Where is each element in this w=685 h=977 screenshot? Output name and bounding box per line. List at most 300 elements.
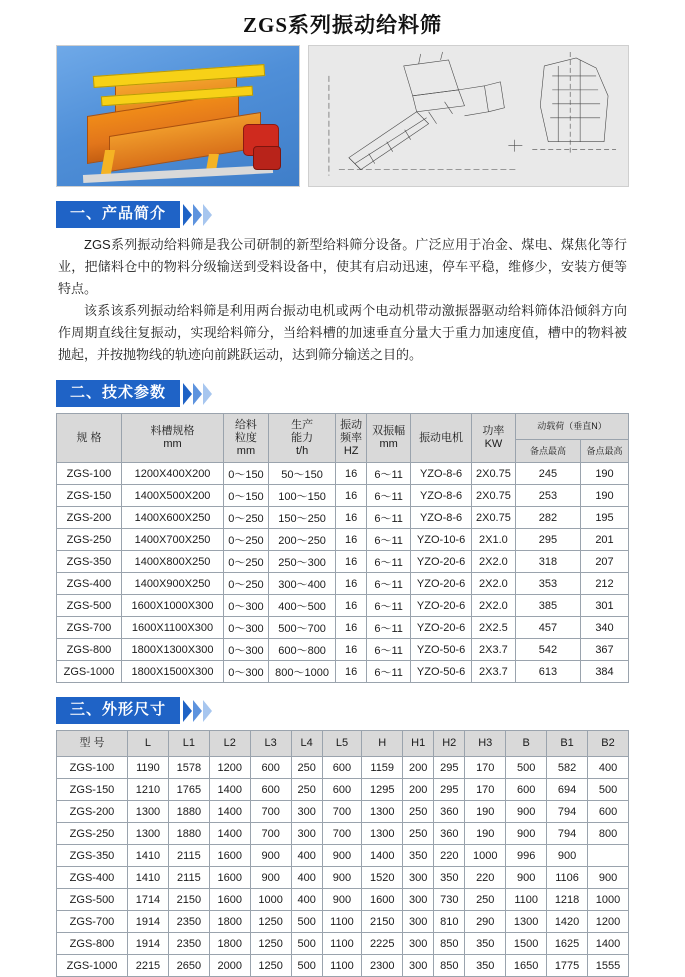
tech-col-header: 料槽规格 mm — [122, 414, 224, 463]
table-cell: YZO-20-6 — [411, 617, 472, 639]
table-row — [57, 823, 629, 845]
table-row — [57, 845, 629, 867]
table-cell: 100～150 — [268, 485, 335, 507]
table-cell: 1250 — [250, 911, 291, 933]
table-cell: 360 — [434, 801, 465, 823]
table-cell: 0～250 — [224, 573, 269, 595]
table-row — [57, 463, 629, 485]
table-cell: 1800 — [209, 933, 250, 955]
table-cell: 1100 — [506, 889, 547, 911]
table-cell: 1410 — [128, 867, 169, 889]
table-cell: YZO-8-6 — [411, 507, 472, 529]
table-cell: 170 — [465, 779, 506, 801]
table-cell: ZGS-400 — [57, 867, 128, 889]
table-cell: 900 — [322, 867, 362, 889]
table-cell: 1400X600X250 — [122, 507, 224, 529]
table-cell: 190 — [580, 485, 628, 507]
table-cell: 457 — [515, 617, 580, 639]
table-cell: 1600X1100X300 — [122, 617, 224, 639]
table-row — [57, 661, 629, 683]
table-cell: 900 — [588, 867, 629, 889]
table-cell: 400 — [291, 867, 322, 889]
dim-table-head — [57, 731, 629, 757]
tech-col-subheader: 备点最高 — [515, 440, 580, 463]
table-cell: ZGS-350 — [57, 845, 128, 867]
table-cell: 350 — [403, 845, 434, 867]
dim-col-header: B — [506, 731, 547, 757]
intro-text — [58, 234, 627, 366]
table-cell: 1600 — [209, 845, 250, 867]
table-cell: YZO-50-6 — [411, 639, 472, 661]
blueprint-drawing — [308, 45, 629, 187]
table-cell: 300 — [403, 911, 434, 933]
table-cell: 301 — [580, 595, 628, 617]
table-cell: 1218 — [547, 889, 588, 911]
table-cell: 220 — [465, 867, 506, 889]
dim-col-header: L5 — [322, 731, 362, 757]
table-cell: ZGS-100 — [57, 463, 122, 485]
tech-col-header: 生产 能力 t/h — [268, 414, 335, 463]
table-cell: 700 — [322, 823, 362, 845]
table-cell: 250 — [465, 889, 506, 911]
table-cell: 996 — [506, 845, 547, 867]
table-cell: YZO-20-6 — [411, 595, 472, 617]
table-cell: 2225 — [362, 933, 403, 955]
dimensions-table — [56, 730, 629, 977]
table-cell: 16 — [336, 551, 367, 573]
table-cell: 190 — [465, 823, 506, 845]
dim-col-header: B2 — [588, 731, 629, 757]
table-cell: 1000 — [465, 845, 506, 867]
table-cell: 0～300 — [224, 595, 269, 617]
table-cell: 500 — [291, 955, 322, 977]
table-cell: 220 — [434, 845, 465, 867]
table-cell: 1400X800X250 — [122, 551, 224, 573]
chevron-right-icon — [182, 383, 212, 405]
table-row — [57, 617, 629, 639]
table-cell: 2X0.75 — [471, 485, 515, 507]
table-row — [57, 573, 629, 595]
table-cell: 1400 — [209, 779, 250, 801]
table-cell: 190 — [580, 463, 628, 485]
table-row — [57, 955, 629, 977]
table-cell: 1800 — [209, 911, 250, 933]
table-cell: 1106 — [547, 867, 588, 889]
table-cell: ZGS-700 — [57, 617, 122, 639]
table-cell: 582 — [547, 757, 588, 779]
table-cell: 16 — [336, 485, 367, 507]
table-cell: 2350 — [168, 911, 209, 933]
table-cell: 350 — [465, 933, 506, 955]
table-row — [57, 595, 629, 617]
table-cell: 2150 — [168, 889, 209, 911]
table-cell: 1420 — [547, 911, 588, 933]
table-cell: 600 — [250, 757, 291, 779]
dim-table-header-row — [57, 731, 629, 757]
dim-col-header: H2 — [434, 731, 465, 757]
dim-col-header: H1 — [403, 731, 434, 757]
table-cell: 250 — [291, 779, 322, 801]
table-cell: 800 — [588, 823, 629, 845]
table-cell: 1159 — [362, 757, 403, 779]
table-cell: 290 — [465, 911, 506, 933]
table-cell: 212 — [580, 573, 628, 595]
section-heading-intro — [56, 201, 685, 228]
tech-col-header: 振动电机 — [411, 414, 472, 463]
table-row — [57, 933, 629, 955]
table-cell: 200 — [403, 779, 434, 801]
table-cell: 170 — [465, 757, 506, 779]
intro-paragraph-1: ZGS系列振动给料筛是我公司研制的新型给料筛分设备。广泛应用于冶金、煤电、煤焦化等行业，把储料仓中的物料分级输送到受料设备中，使其有启动迅速，停车平稳，维修少，安装方便等特点。 — [58, 237, 627, 296]
table-cell: 295 — [434, 757, 465, 779]
table-row — [57, 551, 629, 573]
table-cell: 16 — [336, 463, 367, 485]
table-cell: 1500 — [506, 933, 547, 955]
table-cell: 1250 — [250, 933, 291, 955]
table-cell: 1200 — [209, 757, 250, 779]
dim-col-header: 型 号 — [57, 731, 128, 757]
dim-col-header: L2 — [209, 731, 250, 757]
table-cell: ZGS-150 — [57, 779, 128, 801]
table-cell: 2115 — [168, 845, 209, 867]
table-cell: YZO-8-6 — [411, 485, 472, 507]
table-cell: 16 — [336, 529, 367, 551]
table-cell: 201 — [580, 529, 628, 551]
table-cell: 1100 — [322, 911, 362, 933]
table-cell: 700 — [322, 801, 362, 823]
dim-col-header: L4 — [291, 731, 322, 757]
table-cell: 16 — [336, 507, 367, 529]
table-cell: 1200X400X200 — [122, 463, 224, 485]
table-cell: 6～11 — [367, 485, 411, 507]
table-cell: ZGS-800 — [57, 639, 122, 661]
table-cell: 1600X1000X300 — [122, 595, 224, 617]
table-cell: 2X2.0 — [471, 595, 515, 617]
table-cell: 500～700 — [268, 617, 335, 639]
table-cell: YZO-20-6 — [411, 573, 472, 595]
table-cell: ZGS-200 — [57, 801, 128, 823]
table-cell: 2X1.0 — [471, 529, 515, 551]
table-cell: 300 — [291, 823, 322, 845]
table-cell: 16 — [336, 617, 367, 639]
tech-col-header: 功率 KW — [471, 414, 515, 463]
dim-col-header: L3 — [250, 731, 291, 757]
table-cell: 1400 — [209, 823, 250, 845]
table-cell: 250～300 — [268, 551, 335, 573]
table-cell: 1300 — [362, 801, 403, 823]
table-cell: 900 — [506, 801, 547, 823]
table-cell: YZO-20-6 — [411, 551, 472, 573]
tech-col-header: 给料 粒度 mm — [224, 414, 269, 463]
table-cell: ZGS-800 — [57, 933, 128, 955]
table-cell: 1578 — [168, 757, 209, 779]
table-cell: 384 — [580, 661, 628, 683]
table-cell: 900 — [250, 845, 291, 867]
table-cell: 613 — [515, 661, 580, 683]
table-cell: 318 — [515, 551, 580, 573]
table-cell: 245 — [515, 463, 580, 485]
table-cell: 700 — [250, 801, 291, 823]
table-cell: 1650 — [506, 955, 547, 977]
table-cell: 500 — [506, 757, 547, 779]
table-cell: YZO-8-6 — [411, 463, 472, 485]
table-cell: 1100 — [322, 933, 362, 955]
table-cell: 295 — [515, 529, 580, 551]
table-cell: YZO-50-6 — [411, 661, 472, 683]
table-cell: 1210 — [128, 779, 169, 801]
tech-table-wrapper — [56, 413, 629, 683]
table-cell: YZO-10-6 — [411, 529, 472, 551]
table-cell: 2X2.0 — [471, 551, 515, 573]
table-cell: 400 — [291, 889, 322, 911]
intro-paragraph-2: 该系该系列振动给料筛是利用两台振动电机或两个电动机带动激振器驱动给料筛体沿倾斜方向作周期直线往复振动，实现给料筛分，当给料槽的加速垂直分量大于重力加速度值，槽中的物料被抛起，并按抛物线的轨迹向前跳跃运动，达到筛分输送之目的。 — [58, 303, 627, 362]
table-cell: 282 — [515, 507, 580, 529]
tech-table-head — [57, 414, 629, 463]
table-cell: 253 — [515, 485, 580, 507]
table-cell: 1300 — [128, 823, 169, 845]
table-cell: 350 — [465, 955, 506, 977]
table-cell: 1410 — [128, 845, 169, 867]
tech-col-header: 动载荷（垂直N） — [515, 414, 628, 440]
table-cell: 300～400 — [268, 573, 335, 595]
table-row — [57, 801, 629, 823]
table-cell: 1600 — [362, 889, 403, 911]
table-cell: 1300 — [362, 823, 403, 845]
table-cell: 250 — [403, 801, 434, 823]
table-cell: ZGS-500 — [57, 889, 128, 911]
table-row — [57, 889, 629, 911]
image-row — [0, 45, 685, 187]
table-row — [57, 867, 629, 889]
table-cell: 1200 — [588, 911, 629, 933]
table-row — [57, 779, 629, 801]
table-cell: 350 — [434, 867, 465, 889]
blueprint-svg — [309, 46, 628, 186]
table-cell: ZGS-1000 — [57, 955, 128, 977]
table-cell: 1250 — [250, 955, 291, 977]
table-cell: 600 — [506, 779, 547, 801]
table-cell: 1400X700X250 — [122, 529, 224, 551]
table-cell: 694 — [547, 779, 588, 801]
table-cell: 16 — [336, 573, 367, 595]
table-cell: 50～150 — [268, 463, 335, 485]
page-title: ZGS系列振动给料筛 — [242, 13, 443, 37]
table-cell: 1600 — [209, 867, 250, 889]
table-cell: 2115 — [168, 867, 209, 889]
table-cell: ZGS-1000 — [57, 661, 122, 683]
table-cell: 900 — [322, 845, 362, 867]
section-1-label: 一、产品简介 — [56, 201, 180, 228]
table-cell: 1914 — [128, 911, 169, 933]
table-row — [57, 485, 629, 507]
table-row — [57, 507, 629, 529]
table-cell: 0～150 — [224, 485, 269, 507]
table-cell: 2350 — [168, 933, 209, 955]
table-cell: 2300 — [362, 955, 403, 977]
table-cell: 1880 — [168, 823, 209, 845]
table-cell: 800～1000 — [268, 661, 335, 683]
table-cell: 400～500 — [268, 595, 335, 617]
table-cell: 195 — [580, 507, 628, 529]
table-cell: 600～800 — [268, 639, 335, 661]
table-cell: 190 — [465, 801, 506, 823]
section-heading-dimensions — [56, 697, 685, 724]
table-cell: 300 — [403, 867, 434, 889]
table-cell: 360 — [434, 823, 465, 845]
table-cell: 600 — [322, 757, 362, 779]
table-cell: 6～11 — [367, 661, 411, 683]
table-cell: 700 — [250, 823, 291, 845]
table-cell: ZGS-500 — [57, 595, 122, 617]
table-cell: 207 — [580, 551, 628, 573]
table-row — [57, 639, 629, 661]
table-cell: 250 — [403, 823, 434, 845]
table-cell: 600 — [250, 779, 291, 801]
table-cell: 1300 — [506, 911, 547, 933]
table-cell: ZGS-350 — [57, 551, 122, 573]
dim-col-header: H — [362, 731, 403, 757]
table-cell: 2215 — [128, 955, 169, 977]
table-cell: 1800X1500X300 — [122, 661, 224, 683]
product-photo — [56, 45, 300, 187]
table-cell: 6～11 — [367, 639, 411, 661]
table-cell: 794 — [547, 823, 588, 845]
tech-col-header: 双振幅 mm — [367, 414, 411, 463]
table-cell: 600 — [588, 801, 629, 823]
tech-col-subheader: 备点最高 — [580, 440, 628, 463]
table-cell: 1914 — [128, 933, 169, 955]
table-cell: 2000 — [209, 955, 250, 977]
section-3-label: 三、外形尺寸 — [56, 697, 180, 724]
table-cell: 1400X500X200 — [122, 485, 224, 507]
dim-col-header: L1 — [168, 731, 209, 757]
table-cell: 542 — [515, 639, 580, 661]
table-cell: 6～11 — [367, 463, 411, 485]
table-cell: 1714 — [128, 889, 169, 911]
table-cell: 900 — [506, 823, 547, 845]
table-cell: 295 — [434, 779, 465, 801]
table-cell: ZGS-700 — [57, 911, 128, 933]
table-cell: 6～11 — [367, 595, 411, 617]
table-cell: 16 — [336, 639, 367, 661]
table-cell: 1295 — [362, 779, 403, 801]
table-cell: 300 — [403, 933, 434, 955]
table-cell: 1000 — [588, 889, 629, 911]
table-cell: 300 — [291, 801, 322, 823]
table-cell: ZGS-150 — [57, 485, 122, 507]
table-cell: ZGS-400 — [57, 573, 122, 595]
table-cell: 1400 — [209, 801, 250, 823]
table-cell: 1555 — [588, 955, 629, 977]
table-cell: 2X3.7 — [471, 661, 515, 683]
table-cell: 353 — [515, 573, 580, 595]
table-cell: 2650 — [168, 955, 209, 977]
table-row — [57, 911, 629, 933]
table-cell: 500 — [291, 911, 322, 933]
table-cell: 16 — [336, 595, 367, 617]
table-cell: 1775 — [547, 955, 588, 977]
table-cell: 6～11 — [367, 617, 411, 639]
table-cell: 1625 — [547, 933, 588, 955]
table-cell: 1520 — [362, 867, 403, 889]
table-cell: 900 — [506, 867, 547, 889]
table-cell: 200～250 — [268, 529, 335, 551]
table-cell: 2X2.5 — [471, 617, 515, 639]
table-cell: 1190 — [128, 757, 169, 779]
dim-table-wrapper — [56, 730, 629, 977]
table-cell: 2X0.75 — [471, 507, 515, 529]
chevron-right-icon — [182, 700, 212, 722]
table-cell: 1400 — [588, 933, 629, 955]
table-cell: 340 — [580, 617, 628, 639]
table-cell: 150～250 — [268, 507, 335, 529]
section-heading-tech — [56, 380, 685, 407]
table-cell: 1000 — [250, 889, 291, 911]
table-cell: 16 — [336, 661, 367, 683]
table-cell: 900 — [547, 845, 588, 867]
tech-table-body — [57, 463, 629, 683]
table-cell: 850 — [434, 933, 465, 955]
table-cell: ZGS-200 — [57, 507, 122, 529]
table-cell: 6～11 — [367, 529, 411, 551]
table-cell: 1300 — [128, 801, 169, 823]
table-cell: 1765 — [168, 779, 209, 801]
table-cell: 730 — [434, 889, 465, 911]
table-cell: 6～11 — [367, 507, 411, 529]
table-cell: ZGS-100 — [57, 757, 128, 779]
tech-col-header: 规 格 — [57, 414, 122, 463]
table-cell: 500 — [588, 779, 629, 801]
tech-table-header-row — [57, 414, 629, 440]
table-cell: ZGS-250 — [57, 823, 128, 845]
chevron-right-icon — [182, 204, 212, 226]
table-cell: 400 — [588, 757, 629, 779]
table-cell: 600 — [322, 779, 362, 801]
table-cell: 0～250 — [224, 529, 269, 551]
dim-col-header: L — [128, 731, 169, 757]
table-cell: 200 — [403, 757, 434, 779]
table-cell: 1400 — [362, 845, 403, 867]
table-cell: 900 — [322, 889, 362, 911]
table-cell: 6～11 — [367, 551, 411, 573]
table-cell: 794 — [547, 801, 588, 823]
tech-parameters-table — [56, 413, 629, 683]
table-cell: 2150 — [362, 911, 403, 933]
dim-table-body — [57, 757, 629, 977]
table-cell: 1400X900X250 — [122, 573, 224, 595]
table-cell: 2X3.7 — [471, 639, 515, 661]
table-cell: 1100 — [322, 955, 362, 977]
table-cell: 0～300 — [224, 661, 269, 683]
dim-col-header: H3 — [465, 731, 506, 757]
table-cell: 850 — [434, 955, 465, 977]
table-cell: 1600 — [209, 889, 250, 911]
table-row — [57, 529, 629, 551]
table-cell: ZGS-250 — [57, 529, 122, 551]
table-cell: 400 — [291, 845, 322, 867]
table-cell: 0～300 — [224, 639, 269, 661]
table-cell: 1800X1300X300 — [122, 639, 224, 661]
dim-col-header: B1 — [547, 731, 588, 757]
table-cell: 1880 — [168, 801, 209, 823]
table-cell: 810 — [434, 911, 465, 933]
table-cell: 0～250 — [224, 507, 269, 529]
table-cell: 2X0.75 — [471, 463, 515, 485]
table-cell — [588, 845, 629, 867]
table-cell: 900 — [250, 867, 291, 889]
section-2-label: 二、技术参数 — [56, 380, 180, 407]
table-cell: 0～250 — [224, 551, 269, 573]
